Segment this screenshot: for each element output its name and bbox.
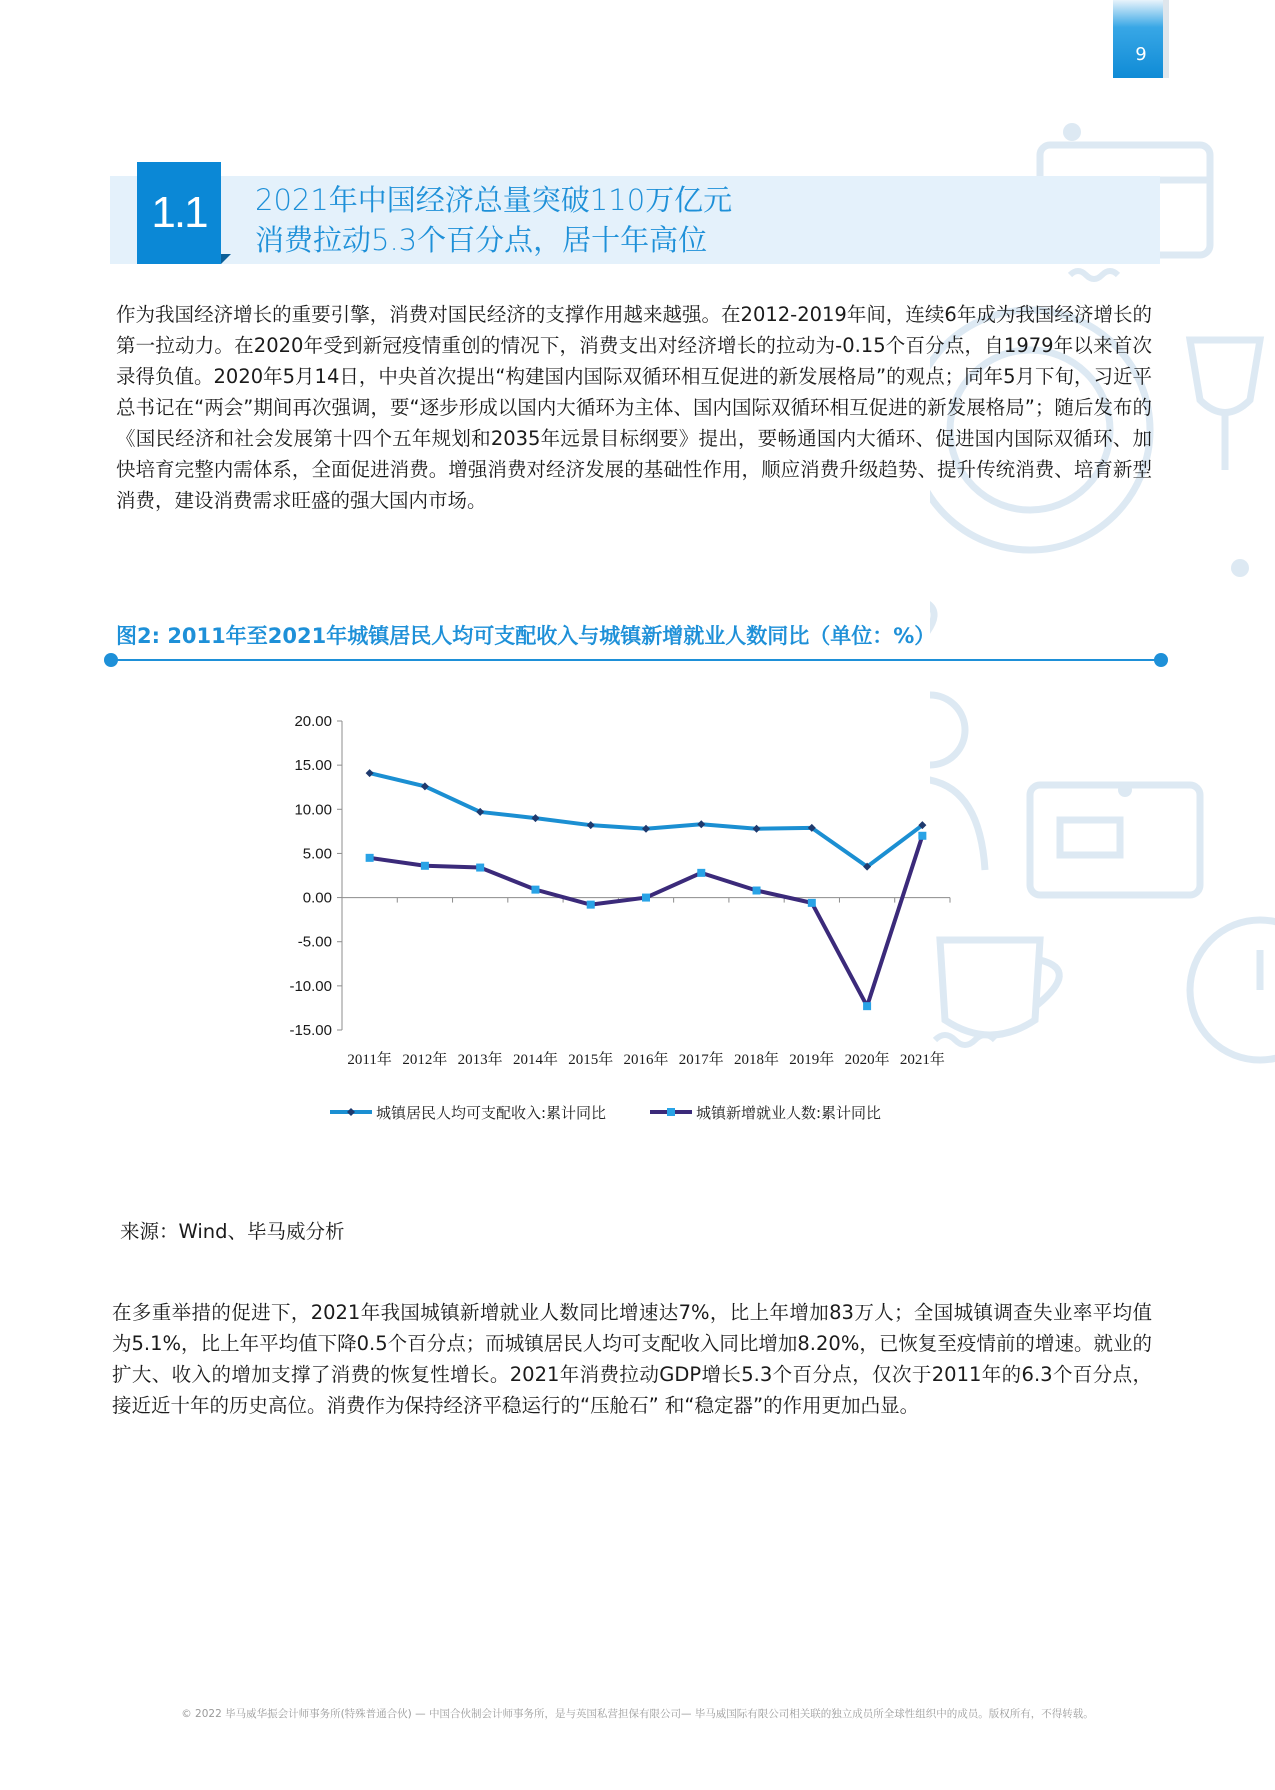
x-tick-label: 2011年	[347, 1052, 392, 1068]
x-tick-label: 2016年	[623, 1052, 669, 1068]
source-note: 来源：Wind、毕马威分析	[120, 1220, 345, 1243]
x-tick-label: 2021年	[899, 1052, 945, 1068]
data-point-jobs	[587, 901, 595, 909]
chart-series	[366, 769, 927, 1010]
figure-rule-dot-right	[1154, 653, 1168, 667]
y-tick-label: -5.00	[297, 933, 332, 951]
legend-marker-jobs	[667, 1108, 675, 1116]
body-paragraph-2: 在多重举措的促进下，2021年我国城镇新增就业人数同比增速达7%，比上年增加83万人；全国城镇调查失业率平均值为5.1%，比上年平均值下降0.5个百分点；而城镇居民人均可支配收入同比增加8.20%，已恢复至疫情前的增速。就业的扩大、收入的增加支撑了消费的恢复性增长。2021年消费拉动GDP增长5.3个百分点，仅次于2011年的6.3个百分点，接近近十年的历史高位。消费作为保持经济平稳运行的“压舱石” 和“稳定器”的作用更加凸显。	[112, 1301, 1152, 1417]
y-axis	[289, 713, 342, 1039]
y-tick-label: -10.00	[289, 977, 332, 995]
wine-glass-icon	[1190, 340, 1260, 470]
series-line-2	[370, 836, 923, 1006]
x-tick-label: 2019年	[789, 1052, 835, 1068]
legend-label-1: 城镇居民人均可支配收入:累计同比	[376, 1104, 607, 1122]
data-point-jobs	[808, 899, 816, 907]
data-point-income	[642, 825, 650, 833]
data-point-jobs	[642, 894, 650, 902]
data-point-income	[531, 814, 539, 822]
data-point-jobs	[421, 862, 429, 870]
legend-marker-income	[347, 1108, 355, 1116]
data-point-jobs	[697, 869, 705, 877]
x-tick-label: 2017年	[678, 1052, 724, 1068]
x-tick-label: 2018年	[734, 1052, 780, 1068]
y-tick-label: 5.00	[302, 845, 332, 863]
page-number-edge	[1163, 0, 1169, 78]
data-point-jobs	[753, 887, 761, 895]
legend-label-2: 城镇新增就业人数:累计同比	[696, 1104, 882, 1122]
line-chart	[260, 700, 1020, 1170]
body-paragraph-1: 作为我国经济增长的重要引擎，消费对国民经济的支撑作用越来越强。在2012-2019年间，连续6年成为我国经济增长的第一拉动力。在2020年受到新冠疫情重创的情况下，消费支出对经济增长的拉动为-0.15个百分点，自1979年以来首次录得负值。2020年5月14日，中央首次提出“构建国内国际双循环相互促进的新发展格局”的观点；同年5月下旬，习近平总书记在“两会”期间再次强调，要“逐步形成以国内大循环为主体、国内国际双循环相互促进的新发展格局”；随后发布的《国民经济和社会发展第十四个五年规划和2035年远景目标纲要》提出，要畅通国内大循环、促进国内国际双循环、加快培育完整内需体系，全面促进消费。增强消费对经济发展的基础性作用，顺应消费升级趋势、提升传统消费、培育新型消费，建设消费需求旺盛的强大国内市场。	[116, 303, 1152, 512]
data-point-income	[697, 820, 705, 828]
data-point-jobs	[476, 864, 484, 872]
x-tick-label: 2020年	[844, 1052, 890, 1068]
x-tick-label: 2014年	[512, 1052, 558, 1068]
page-number: 9	[1113, 0, 1169, 78]
figure-title: 图2: 2011年至2021年城镇居民人均可支配收入与城镇新增就业人数同比（单位：%）	[116, 624, 936, 648]
data-point-jobs	[531, 886, 539, 894]
figure-rule-dot-left	[104, 653, 118, 667]
copyright-footer: © 2022 毕马威华振会计师事务所(特殊普通合伙) — 中国合伙制会计师事务所，是与英国私营担保有限公司— 毕马威国际有限公司相关联的独立成员所全球性组织中的成员。版权所有，不得转载。	[181, 1708, 1094, 1720]
section-number: 1.1	[137, 162, 221, 264]
y-tick-label: 15.00	[294, 757, 332, 775]
data-point-jobs	[863, 1002, 871, 1010]
x-tick-label: 2013年	[457, 1052, 503, 1068]
y-tick-label: -15.00	[289, 1022, 332, 1039]
section-number-fold	[221, 254, 231, 264]
data-point-income	[753, 825, 761, 833]
figure-title-rule	[110, 659, 1160, 661]
section-title	[255, 180, 1075, 260]
y-tick-label: 20.00	[294, 713, 332, 730]
credit-card-icon-2	[1030, 785, 1200, 895]
data-point-jobs	[918, 832, 926, 840]
chart-legend	[330, 1104, 881, 1122]
section-title-line-1: 2021年中国经济总量突破110万亿元	[255, 183, 733, 217]
y-tick-label: 10.00	[294, 801, 332, 819]
data-point-income	[366, 769, 374, 777]
data-point-jobs	[366, 854, 374, 862]
y-tick-label: 0.00	[302, 889, 332, 907]
data-point-income	[587, 821, 595, 829]
series-line-1	[370, 773, 923, 867]
x-axis	[342, 898, 950, 1068]
clock-icon	[1190, 920, 1275, 1060]
x-tick-label: 2015年	[568, 1052, 614, 1068]
x-tick-label: 2012年	[402, 1052, 448, 1068]
section-title-line-2: 消费拉动5.3个百分点，居十年高位	[255, 223, 708, 257]
